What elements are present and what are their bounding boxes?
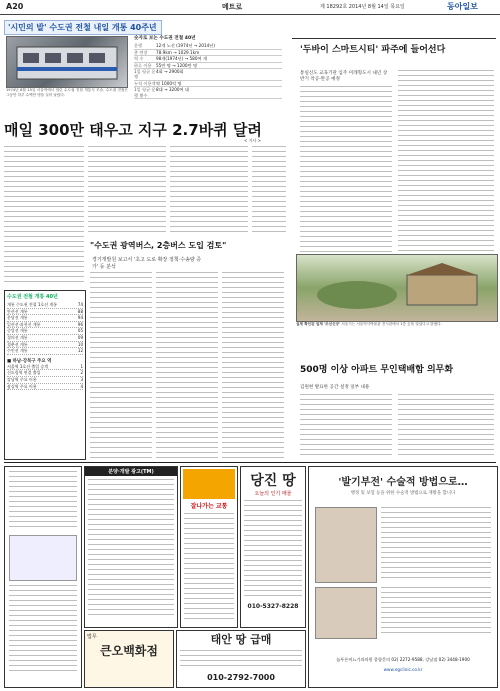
page-header xyxy=(0,0,500,15)
newspaper-logo: 동아일보 xyxy=(447,2,478,11)
garden-illustration-icon xyxy=(297,255,497,321)
classifieds-block xyxy=(84,466,178,628)
medical-ad-text-2 xyxy=(381,587,491,637)
taean-ad-title: 태안 땅 급매 xyxy=(210,633,272,646)
dubai-article-body-col1 xyxy=(300,86,392,252)
apartment-article-body-col2 xyxy=(398,394,494,458)
apartment-article-title: 500명 이상 아파트 무인택배함 의무화 xyxy=(300,365,454,375)
train-stats-title: 숫자로 보는 수도권 전철 40년 xyxy=(134,36,196,41)
train-photo xyxy=(6,36,128,88)
list-item: 강남역 주요 이용 3 xyxy=(7,376,83,382)
list-item: 일산선·과천선 개통 96 xyxy=(7,321,83,327)
dangjin-ad-title: 당진 땅 xyxy=(250,473,296,489)
bus-article-body-col3 xyxy=(222,272,284,458)
article-body-col3 xyxy=(170,146,248,236)
classifieds-title: 분양·개발 광고(TM) xyxy=(85,467,177,476)
bus-article-subtitle: 경기개발원 보고서 '초고 도로 확장 정책·수송량 증가' 등 분석 xyxy=(92,257,202,270)
garden-photo xyxy=(296,254,498,322)
apartment-article-body-col1 xyxy=(300,394,392,458)
bus-article-body-col1 xyxy=(90,272,152,458)
train-stats-table xyxy=(134,36,282,99)
list-item: 잠실역 주요 이용 4 xyxy=(7,383,83,389)
article-body-col2 xyxy=(88,146,166,236)
traffic-ad-banner xyxy=(183,469,235,499)
train-illustration-icon xyxy=(7,37,127,87)
dangjin-ad-text xyxy=(244,500,302,600)
bus-article-title: "수도권 광역버스, 2층버스 도입 검토" xyxy=(90,241,227,250)
train-caption: 1974년 8월 15일 서울역에서 열린 수도권 전철 개통식 모습. 수도권 전철은 그동안 하루 수백만 명을 실어 날랐다. xyxy=(6,88,128,97)
left-ad-column xyxy=(4,466,82,688)
list-item: 서울역 1호선 출입 승객 1 xyxy=(7,363,83,369)
train-feature-title: '시민의 발' 수도권 전철 내일 개통 40주년 xyxy=(4,20,162,35)
medical-ad-text-1 xyxy=(381,507,491,581)
main-headline: 매일 300만 태우고 지구 2.7바퀴 달려 xyxy=(4,121,262,139)
list-item: 경춘선 개통 10 xyxy=(7,341,83,347)
dangjin-ad-phone: 010-5327-8228 xyxy=(247,603,299,610)
list-item: 수인선 개통 12 xyxy=(7,348,83,354)
list-item: 개통 수도권 전철 1호선 개통 74 xyxy=(7,302,83,307)
train-feature xyxy=(4,20,284,112)
department-store-ad xyxy=(84,630,174,688)
table-row: 역 수 98개(1974년) → 580여 개 xyxy=(134,56,282,62)
bus-article-body-col2 xyxy=(156,272,218,458)
dangjin-land-ad xyxy=(240,466,306,628)
table-row: 총 연장 78.9km → 1029.1km xyxy=(134,50,282,56)
list-item: 신도림역 연결 출입 2 xyxy=(7,370,83,376)
medical-ad-url[interactable]: www.egclinic.co.kr xyxy=(383,667,423,672)
article-body-col1 xyxy=(4,146,84,286)
section-title: 메트로 xyxy=(222,3,243,11)
list-item: 경의선 개통 09 xyxy=(7,334,83,340)
lines-box-title: 수도권 전철 개통 40년 xyxy=(7,294,58,300)
garden-caption xyxy=(296,322,496,327)
dubai-article-title: '두바이 스마트시티' 파주에 들어선다 xyxy=(300,45,446,55)
apartment-article-subtitle: 김원현 발표한 공간 설정 일부 내용 xyxy=(300,385,370,390)
classifieds-listings xyxy=(88,479,174,619)
left-ad-text-block-2 xyxy=(9,585,77,675)
medical-ad-title: '발기부전' 수술적 방법으로… xyxy=(338,477,468,488)
garden-caption-text: 서울시는 서울역사박물관 전시관에서 1층 등을 열었다고 밝혔다. xyxy=(341,322,442,326)
taean-ad-phone: 010-2792-7000 xyxy=(207,673,275,682)
dubai-article-body-col2 xyxy=(398,70,494,252)
list-item: 안산선 개통 88 xyxy=(7,308,83,314)
subway-lines-box xyxy=(4,290,86,460)
dept-store-tag: 법무 xyxy=(87,634,97,640)
medical-ad xyxy=(308,466,498,688)
article-body-col4 xyxy=(252,146,286,236)
page-number: A20 xyxy=(6,2,24,11)
divider xyxy=(292,38,496,39)
left-ad-text-block xyxy=(9,471,77,531)
issue-date: 제 18292호 2014년 8월 14일 목요일 xyxy=(320,4,405,10)
medical-ad-subtitle: 행정 및 보험 등을 위한 수술적 방법으로 재활을 합니다 xyxy=(350,491,456,496)
traffic-ad xyxy=(180,466,238,628)
traffic-ad-text xyxy=(184,513,234,623)
taean-ad-text xyxy=(180,650,302,670)
list-item: 중앙선 개통 05 xyxy=(7,328,83,334)
medical-ad-footer: 늘푸른비뇨기과의원 종합문의 02) 2272-9588, 강남점 02) 3448-1900 xyxy=(336,657,470,662)
table-row: 운행 12개 노선 (1974년 → 2014년) xyxy=(134,43,282,49)
dept-store-title: 큰오백화점 xyxy=(100,644,158,658)
garden-caption-title: 실제 확인된 일제 '조선신궁' xyxy=(296,322,341,326)
table-row: 누적 이용객 약 1000억 명 xyxy=(134,81,282,87)
table-row: 1일 평균 운행 횟수 8대 → 3200여 대 xyxy=(134,87,282,99)
list-item: 분당선 개통 94 xyxy=(7,315,83,321)
lines-box-section-b: ■ 하남·강북구 주요 역 xyxy=(7,358,52,364)
doctor-photo xyxy=(315,507,377,583)
dangjin-ad-sub: 오늘의 인기 매물 xyxy=(254,491,292,497)
traffic-ad-title: 잘나가는 교통 xyxy=(190,503,228,510)
ads-divider xyxy=(4,462,496,463)
table-row: 하루 이용 55만 명 → 1200만 명 xyxy=(134,63,282,69)
doctor-photo-2 xyxy=(315,587,377,639)
left-ad-box xyxy=(9,535,77,581)
main-byline: < 기사 > xyxy=(244,138,261,143)
dubai-article-subtitle: 통일신도 교육기관 입주 미래형도시 내년 상반기 착공·완공 예정 xyxy=(300,71,388,82)
table-row: 1일 평균 운행 4회 → 2900회 xyxy=(134,69,282,81)
taean-land-ad xyxy=(176,630,306,688)
